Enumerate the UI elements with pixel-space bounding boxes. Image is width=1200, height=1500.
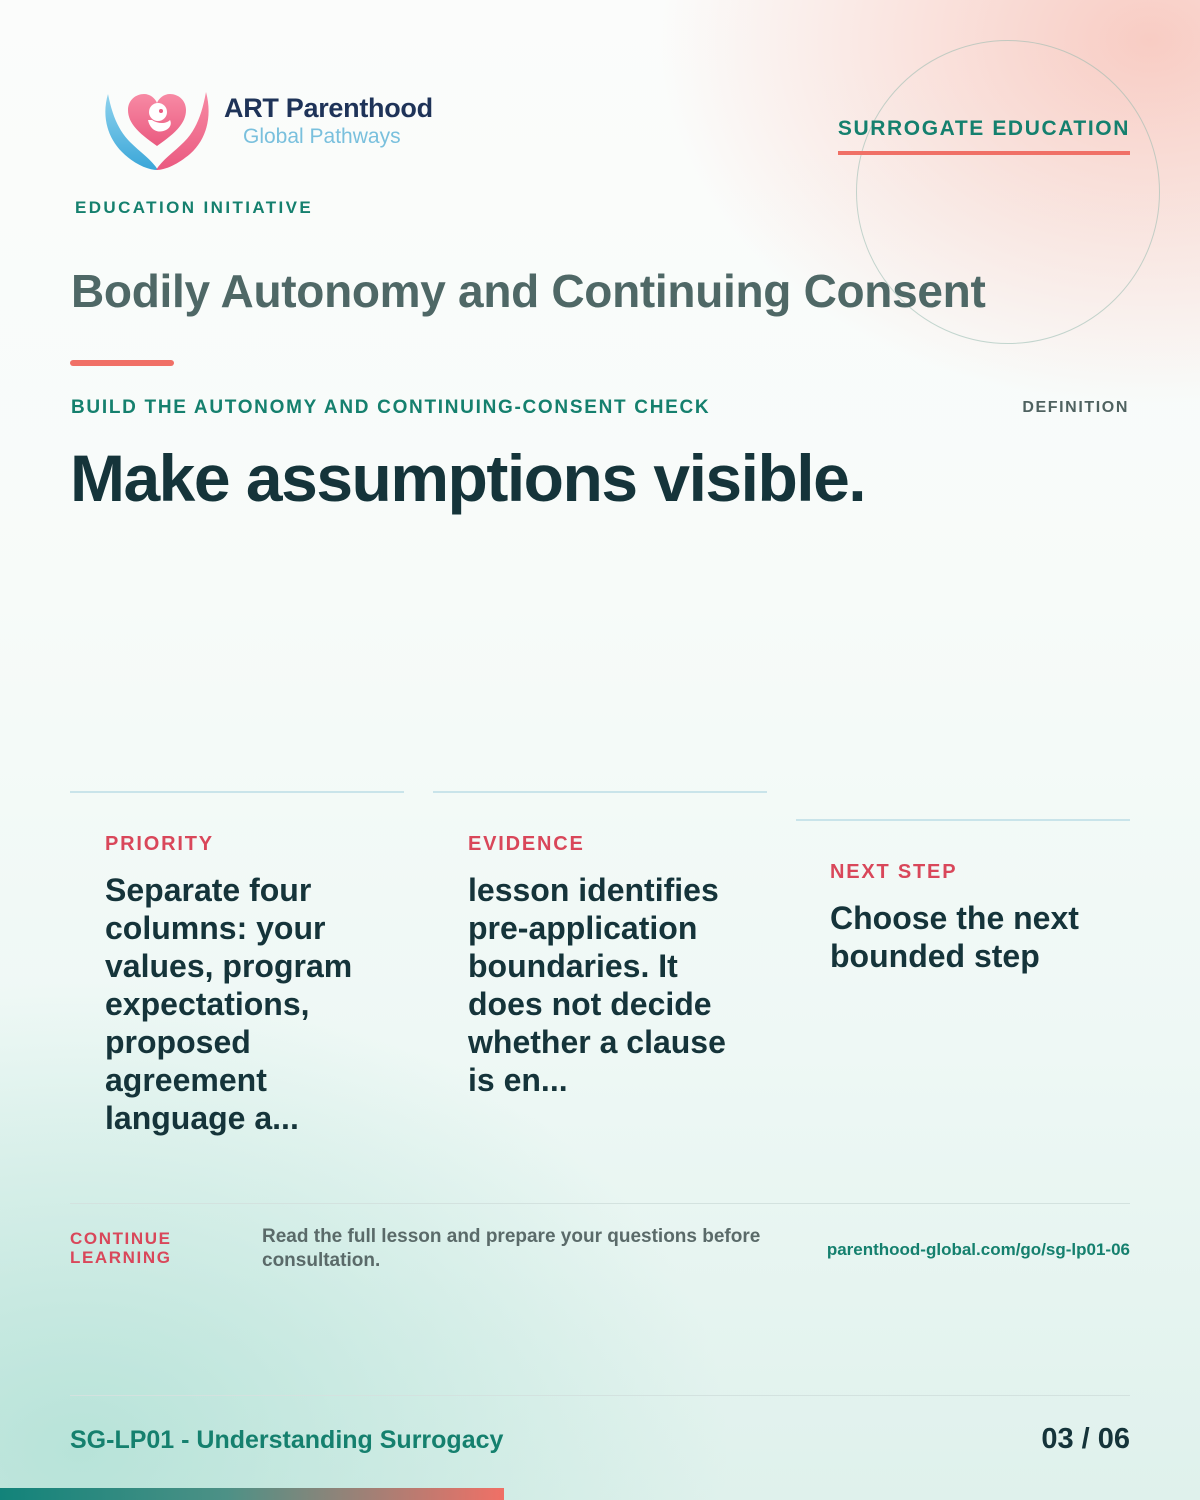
lesson-link[interactable]: parenthood-global.com/go/sg-lp01-06 xyxy=(826,1240,1130,1259)
card-label-next-step: NEXT STEP xyxy=(830,861,958,883)
card-label-priority: PRIORITY xyxy=(105,833,214,855)
brand-subtitle: Global Pathways xyxy=(243,125,401,148)
card-divider xyxy=(433,791,767,793)
course-title: SG-LP01 - Understanding Surrogacy xyxy=(70,1426,504,1454)
accent-bar xyxy=(70,360,174,366)
progress-bar-fill xyxy=(0,1488,504,1500)
section-kicker: BUILD THE AUTONOMY AND CONTINUING-CONSENT CHECK xyxy=(71,397,711,418)
card-label-evidence: EVIDENCE xyxy=(468,833,585,855)
brand-name: ART Parenthood xyxy=(224,93,433,123)
footer-divider xyxy=(70,1203,1130,1204)
continue-learning-label: CONTINUE LEARNING xyxy=(70,1229,172,1267)
card-body-evidence: lesson identifies pre-application boundaries. It does not decide whether a clause is en... xyxy=(468,872,726,1098)
headline: Make assumptions visible. xyxy=(70,441,866,515)
footer-divider xyxy=(70,1395,1130,1396)
card-body-priority: Separate four columns: your values, program expectations, proposed agreement language a... xyxy=(105,872,353,1136)
card-body-next-step: Choose the next bounded step xyxy=(830,900,1079,974)
category-label: SURROGATE EDUCATION xyxy=(838,117,1130,155)
lesson-title: Bodily Autonomy and Continuing Consent xyxy=(71,265,986,317)
progress-bar xyxy=(0,1488,1200,1500)
definition-tag: DEFINITION xyxy=(1022,399,1129,416)
card-divider xyxy=(796,819,1130,821)
cta-text: Read the full lesson and prepare your questions before consultation. xyxy=(262,1226,761,1271)
page-counter: 03 / 06 xyxy=(1041,1423,1130,1455)
heart-hands-baby-icon xyxy=(100,74,214,174)
initiative-label: EDUCATION INITIATIVE xyxy=(75,198,314,217)
card-divider xyxy=(70,791,404,793)
